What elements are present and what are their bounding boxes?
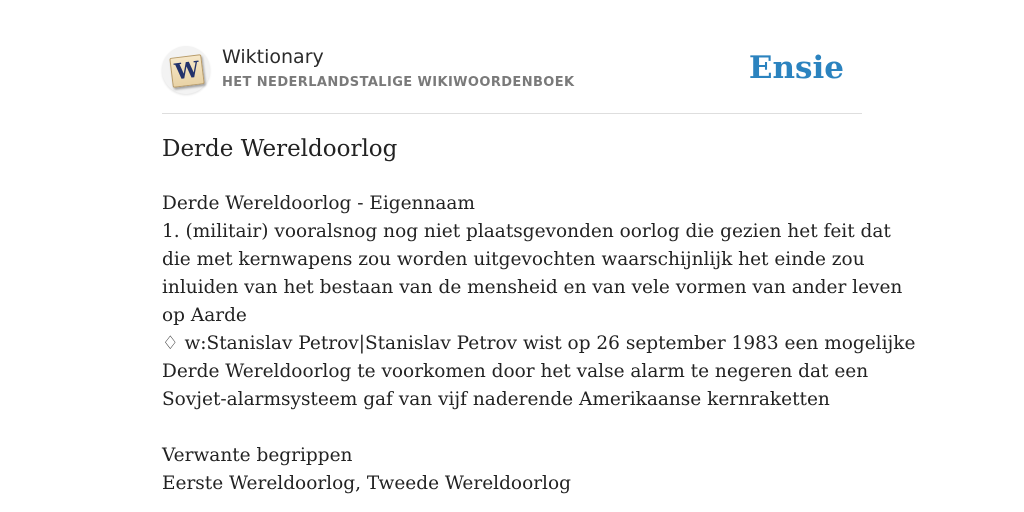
site-header (162, 44, 862, 100)
definition-line: inluiden van het bestaan van de mensheid en van vele vormen van ander leven (162, 277, 903, 298)
wiktionary-logo[interactable] (162, 46, 210, 94)
page-title: Derde Wereldoorlog (162, 136, 398, 162)
wiktionary-tile-icon: W (169, 54, 204, 88)
related-terms-list: Eerste Wereldoorlog, Tweede Wereldoorlog (162, 473, 571, 494)
example-line: Derde Wereldoorlog te voorkomen door het valse alarm te negeren dat een (162, 361, 869, 382)
example-line: Sovjet-alarmsysteem gaf van vijf naderende Amerikaanse kernraketten (162, 389, 830, 410)
definition-line: die met kernwapens zou worden uitgevochten waarschijnlijk het einde zou (162, 249, 865, 270)
ensie-brand-logo[interactable]: Ensie (748, 50, 844, 86)
site-title[interactable]: Wiktionary (222, 46, 324, 68)
entry-heading-line: Derde Wereldoorlog - Eigennaam (162, 193, 475, 214)
definition-line: op Aarde (162, 305, 247, 326)
blank-line (162, 414, 862, 442)
site-subtitle: HET NEDERLANDSTALIGE WIKIWOORDENBOEK (222, 75, 575, 90)
definition-line: 1. (militair) vooralsnog nog niet plaatsgevonden oorlog die gezien het feit dat (162, 221, 891, 242)
related-terms-heading: Verwante begrippen (162, 445, 353, 466)
article-content (162, 190, 916, 498)
header-divider (162, 113, 862, 114)
example-line: ♢ w:Stanislav Petrov|Stanislav Petrov wist op 26 september 1983 een mogelijke (162, 333, 916, 354)
